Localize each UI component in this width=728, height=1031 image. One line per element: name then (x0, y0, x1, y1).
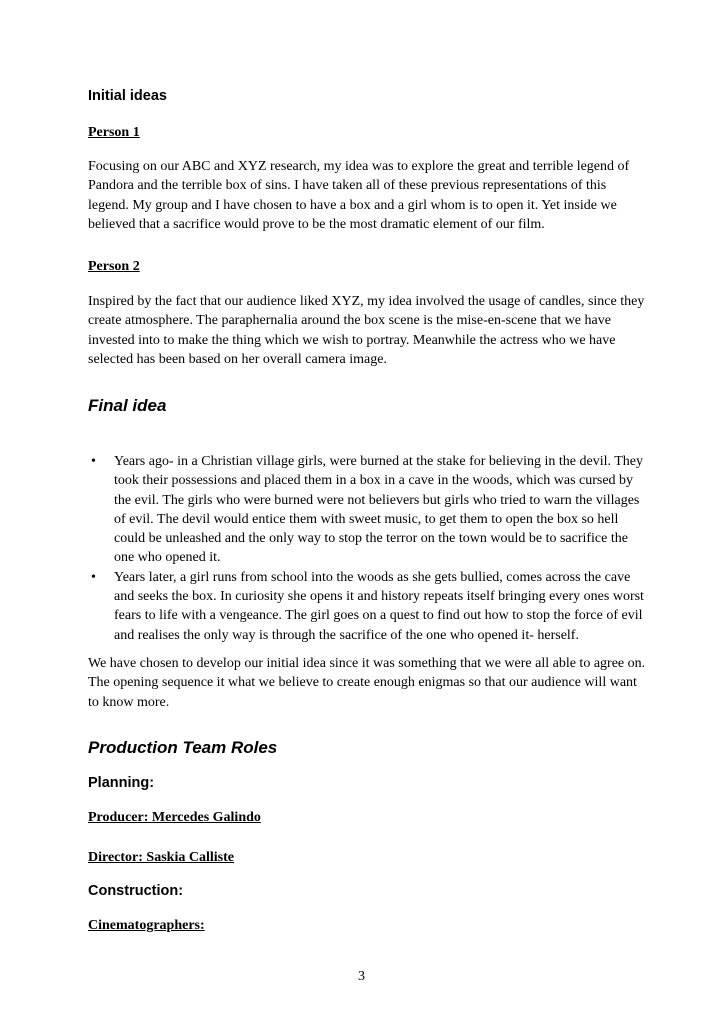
final-idea-bullet-list (88, 452, 648, 645)
list-item (88, 452, 648, 568)
bullet-text: Years ago- in a Christian village girls, were burned at the stake for believing in the devil. They took their possessions and placed them in a box in a cave in the woods, which was cursed by the evil. The girls who were burned were not believers but girls who tried to warn the villages of evil. The devil would entice them with sweet music, to get them to open the box so hell could be unleashed and the only way to stop the terror on the town would be to sacrifice the one who opened it. (114, 454, 644, 566)
bullet-icon: • (91, 569, 96, 585)
director-role: Director: Saskia Calliste (88, 850, 234, 865)
construction-subheading: Construction: (88, 883, 184, 899)
bullet-text: Years later, a girl runs from school into the woods as she gets bullied, comes across the cave and seeks the box. In curiosity she opens it and history repeats itself bringing every ones worst fears to life with a vengeance. The girl goes on a quest to find out how to stop the force of evil and realises the only way is through the sacrifice of the one who opened it- herself. (114, 569, 644, 643)
person-2-label: Person 2 (88, 259, 140, 274)
cinematographers-role: Cinematographers: (88, 918, 205, 933)
page-number: 3 (358, 969, 365, 984)
list-item (88, 568, 648, 645)
planning-subheading: Planning: (88, 775, 155, 791)
final-idea-heading: Final idea (88, 396, 167, 415)
person-1-paragraph: Focusing on our ABC and XYZ research, my idea was to explore the great and terrible legend of Pandora and the terrible box of sins. I have taken all of these previous representations of this legend. My group and I have chosen to have a box and a girl whom is to open it. Yet inside we believed that a sacrifice would prove to be the most dramatic element of our film. (88, 159, 630, 232)
initial-ideas-heading: Initial ideas (88, 88, 167, 104)
person-1-label: Person 1 (88, 125, 140, 140)
conclusion-paragraph: We have chosen to develop our initial idea since it was something that we were all able to agree on. The opening sequence it what we believe to create enough enigmas so that our audience will want to know more. (88, 656, 646, 710)
bullet-icon: • (91, 454, 96, 469)
person-2-paragraph: Inspired by the fact that our audience liked XYZ, my idea involved the usage of candles, since they create atmosphere. The paraphernalia around the box scene is the mise-en-scene that we have invested into to make the thing which we wish to portray. Meanwhile the actress who we have selected has been based on her overall camera image. (88, 294, 645, 367)
producer-role: Producer: Mercedes Galindo (88, 810, 261, 825)
production-team-roles-heading: Production Team Roles (88, 738, 278, 757)
